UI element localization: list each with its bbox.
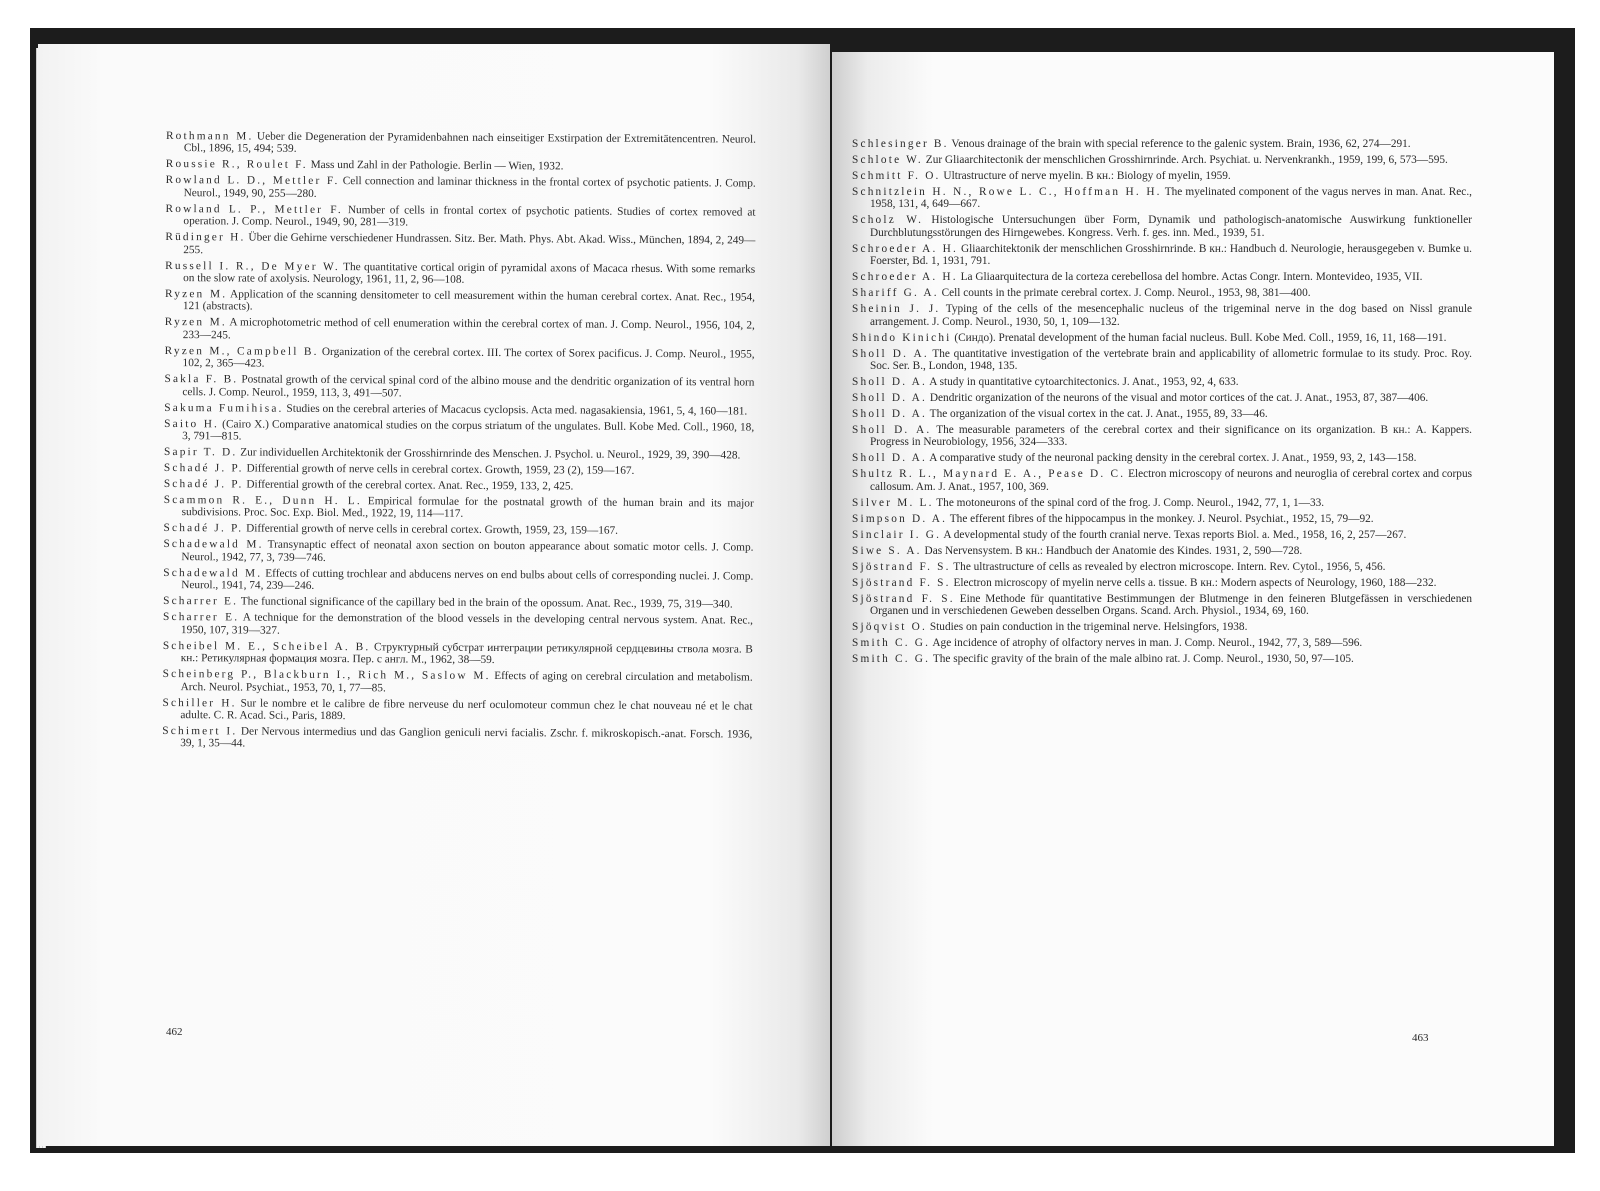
entry-author: Schlote W. bbox=[852, 154, 923, 166]
entry-author: Siwe S. A. bbox=[852, 544, 922, 557]
bibliography-entry bbox=[164, 446, 754, 462]
entry-author: Schlesinger B. bbox=[852, 138, 949, 150]
entry-author: Schiller H. bbox=[162, 696, 237, 709]
entry-author: Smith C. G. bbox=[852, 653, 931, 666]
entry-text: Studies on pain conduction in the trigeminal nerve. Helsingfors, 1938. bbox=[929, 621, 1248, 634]
entry-text: Dendritic organization of the neurons of the visual and motor cortices of the cat. J. Anat., 1953, 87, 387—406. bbox=[929, 392, 1429, 405]
bibliography-entry bbox=[165, 288, 755, 316]
entry-author: Sjöstrand F. S. bbox=[852, 592, 955, 605]
entry-author: Simpson D. A. bbox=[852, 512, 948, 525]
bibliography-entry bbox=[852, 186, 1472, 211]
entry-author: Shindo Kinichi bbox=[852, 331, 952, 344]
entry-author: Rowland L. D., Mettler F. bbox=[165, 174, 340, 188]
entry-author: Sholl D. A. bbox=[852, 408, 928, 421]
entry-author: Schnitzlein H. N., Rowe L. C., Hoffman H. H. bbox=[852, 186, 1162, 198]
bibliography-entry bbox=[166, 130, 756, 158]
entry-author: Sinclair I. G. bbox=[852, 528, 942, 541]
bibliography-entry bbox=[852, 621, 1472, 633]
bibliography-entry bbox=[163, 538, 753, 566]
bibliography-entry bbox=[852, 392, 1472, 404]
entry-author: Rüdinger H. bbox=[165, 231, 246, 244]
entry-author: Sheinin J. J. bbox=[852, 303, 941, 316]
bibliography-entry bbox=[852, 497, 1472, 509]
bibliography-entry bbox=[852, 561, 1472, 573]
entry-author: Schadewald M. bbox=[163, 566, 263, 580]
entry-text: The motoneurons of the spinal cord of the frog. J. Comp. Neurol., 1942, 77, 1, 1—33. bbox=[936, 496, 1325, 509]
entry-author: Schroeder A. H. bbox=[852, 242, 959, 255]
entry-text: The myelinated component of the vagus nerves in man. Anat. Rec., 1958, 131, 4, 649—667. bbox=[870, 186, 1472, 211]
entry-author: Scheinberg P., Blackburn I., Rich M., Saslow M. bbox=[162, 668, 491, 683]
entry-text: Transynaptic effect of neonatal axon section on bouton appearance about somatic motor cells. J. Comp. Neurol., 1942, 77, 3, 739—746. bbox=[181, 539, 754, 564]
entry-author: Shariff G. A. bbox=[852, 287, 939, 300]
entry-text: A microphotometric method of cell enumeration within the cerebral cortex of man. J. Comp. Neurol., 1956, 104, 2, 233—245. bbox=[182, 316, 755, 342]
entry-text: Differential growth of nerve cells in cerebral cortex. Growth, 1959, 23, 159—167. bbox=[246, 522, 619, 538]
bibliography-entry bbox=[164, 418, 754, 446]
entry-text: Effects of cutting trochlear and abducens nerves on end bulbs about cells of corresponding nuclei. J. Comp. Neurol., 1941, 74, 239—246. bbox=[181, 567, 754, 593]
entry-text: Electron microscopy of myelin nerve cells a. tissue. B кн.: Modern aspects of Neurology, 1960, 188—232. bbox=[953, 576, 1437, 589]
entry-text: La Gliaarquitectura de la corteza cerebellosa del hombre. Actas Congr. Intern. Montevideo, 1935, VII. bbox=[960, 271, 1423, 284]
bibliography-entry bbox=[852, 170, 1472, 182]
entry-author: Scammon R. E., Dunn H. L. bbox=[163, 494, 362, 508]
entry-author: Sapir T. D. bbox=[163, 446, 238, 459]
bibliography-entry bbox=[164, 402, 754, 418]
entry-text: The ultrastructure of cells as revealed by electron microscope. Intern. Rev. Cytol., 1956, 5, 456. bbox=[953, 560, 1386, 573]
bibliography-entry bbox=[852, 653, 1472, 665]
entry-text: Application of the scanning densitometer to cell measurement within the human cerebral cortex. Anat. Rec., 1954, 121 (abstracts). bbox=[182, 288, 756, 313]
entry-text: Sur le nombre et le calibre de fibre nerveuse du nerf oculomoteur commun chez le chat nouveau né et le chat adulte. C. R. Acad. Sci., Paris, 1889. bbox=[180, 696, 753, 723]
entry-text: (Cairo X.) Comparative anatomical studies on the corpus striatum of the ungulates. Bull. Kobe Med. Coll., 1960, 18, 3, 791—815. bbox=[182, 418, 755, 443]
bibliography-entry bbox=[162, 725, 752, 753]
entry-author: Ryzen M. bbox=[164, 316, 227, 329]
bibliography-entry bbox=[163, 640, 753, 668]
bibliography-entry bbox=[852, 637, 1472, 649]
bibliography-entry bbox=[162, 696, 752, 724]
right-page-number: 463 bbox=[1412, 1032, 1429, 1044]
entry-text: Differential growth of nerve cells in cerebral cortex. Growth, 1959, 23 (2), 159—167. bbox=[246, 462, 635, 477]
entry-text: Cell connection and laminar thickness in the frontal cortex of psychotic patients. J. Comp. Neurol., 1949, 90, 255—280. bbox=[183, 175, 756, 200]
entry-text: The organization of the visual cortex in the cat. J. Anat., 1955, 89, 33—46. bbox=[929, 408, 1268, 421]
entry-text: (Синдо). Prenatal development of the human facial nucleus. Bull. Kobe Med. Coll., 1959, 16, 11, 168—191. bbox=[954, 331, 1447, 344]
entry-author: Scharrer E. bbox=[163, 595, 239, 608]
bibliography-entry bbox=[164, 373, 754, 401]
entry-author: Schadewald M. bbox=[163, 538, 264, 552]
entry-text: Typing of the cells of the mesencephalic nucleus of the trigeminal nerve in the dog based on Nissl granule arrangement. J. Comp. Neurol., 1930, 50, 1, 109—132. bbox=[870, 303, 1473, 328]
entry-author: Rowland L. P., Mettler F. bbox=[165, 202, 343, 216]
entry-text: A comparative study of the neuronal packing density in the cerebral cortex. J. Anat., 1959, 93, 2, 143—158. bbox=[929, 452, 1417, 465]
entry-text: Gliaarchitektonik der menschlichen Grosshirnrinde. B кн.: Handbuch d. Neurologie, herausgegeben v. Bumke u. Foerster, Bd. 1, 1931, 791. bbox=[870, 242, 1472, 268]
entry-text: Postnatal growth of the cervical spinal cord of the albino mouse and the dendritic organization of its ventral horn cells. J. Comp. Neurol., 1959, 113, 3, 491—507. bbox=[182, 373, 755, 400]
entry-author: Saito H. bbox=[164, 417, 220, 430]
entry-text: Der Nervous intermedius und das Ganglion geniculi nervi facialis. Zschr. f. mikroskopisch.-anat. Forsch. 1936, 39, 1, 35—44. bbox=[180, 725, 753, 750]
entry-author: Sholl D. A. bbox=[852, 424, 932, 437]
bibliography-entry bbox=[164, 522, 754, 538]
entry-text: Cell counts in the primate cerebral cortex. J. Comp. Neurol., 1953, 98, 381—400. bbox=[941, 287, 1311, 300]
bibliography-entry bbox=[852, 468, 1472, 493]
entry-author: Sjöstrand F. S. bbox=[852, 560, 951, 573]
entry-text: A developmental study of the fourth cranial nerve. Texas reports Biol. a. Med., 1958, 16, 2, 257—267. bbox=[943, 528, 1407, 541]
entry-author: Schroeder A. H. bbox=[852, 271, 958, 284]
bibliography-entry bbox=[163, 567, 753, 595]
entry-author: Sholl D. A. bbox=[852, 376, 928, 389]
bibliography-entry bbox=[852, 138, 1472, 150]
entry-text: Electron microscopy of neurons and neuroglia of cerebral cortex and corpus callosum. Am. J. Anat., 1957, 100, 369. bbox=[870, 468, 1473, 493]
entry-author: Shultz R. L., Maynard E. A., Pease D. C. bbox=[852, 468, 1126, 481]
bibliography-entry bbox=[852, 513, 1472, 525]
bibliography-entry bbox=[166, 158, 756, 174]
entry-text: The specific gravity of the brain of the male albino rat. J. Comp. Neurol., 1930, 50, 97—105. bbox=[932, 653, 1354, 666]
bibliography-entry bbox=[852, 271, 1472, 283]
entry-text: Zur individuellen Architektonik der Grosshirnrinde des Menschen. J. Psychol. u. Neurol., 1929, 39, 390—428. bbox=[240, 446, 741, 462]
right-bibliography-column bbox=[852, 138, 1472, 669]
entry-author: Schadé J. P. bbox=[163, 462, 244, 475]
bibliography-entry bbox=[852, 424, 1472, 449]
entry-text: Структурный субстрат интеграции ретикулярной сердцевины ствола мозга. В кн.: Ретикулярная формация мозга. Пер. с англ. М., 1962, 38—59. bbox=[180, 640, 753, 667]
bibliography-entry bbox=[165, 203, 755, 231]
bibliography-entry bbox=[163, 595, 753, 611]
entry-author: Sholl D. A. bbox=[852, 452, 928, 465]
entry-author: Schadé J. P. bbox=[163, 478, 244, 491]
bibliography-entry bbox=[164, 462, 754, 478]
bibliography-entry bbox=[165, 231, 755, 259]
bibliography-entry bbox=[852, 376, 1472, 388]
right-page bbox=[832, 52, 1554, 1146]
entry-author: Scheibel M. E., Scheibel A. B. bbox=[162, 639, 371, 653]
bibliography-entry bbox=[165, 316, 755, 344]
entry-text: Über die Gehirne verschiedener Hundrassen. Sitz. Ber. Math. Phys. Abt. Akad. Wiss., München, 1894, 2, 249—255. bbox=[183, 231, 756, 256]
entry-author: Schadé J. P. bbox=[163, 522, 244, 535]
entry-text: Effects of aging on cerebral circulation and metabolism. Arch. Neurol. Psychiat., 1953, 70, 1, 77—85. bbox=[180, 670, 753, 694]
bibliography-entry bbox=[165, 260, 755, 288]
bibliography-entry bbox=[163, 668, 753, 696]
entry-text: Organization of the cerebral cortex. III. The cortex of Sorex pacificus. J. Comp. Neurol., 1955, 102, 2, 365—423. bbox=[182, 345, 755, 370]
entry-author: Russell I. R., De Myer W. bbox=[165, 259, 340, 273]
entry-author: Ryzen M. bbox=[164, 288, 228, 301]
entry-author: Roussie R., Roulet F. bbox=[165, 158, 308, 172]
bibliography-entry bbox=[852, 593, 1472, 618]
bibliography-entry bbox=[852, 452, 1472, 464]
entry-text: Das Nervensystem. B кн.: Handbuch der Anatomie des Kindes. 1931, 2, 590—728. bbox=[924, 544, 1303, 557]
entry-author: Sjöstrand F. S. bbox=[852, 576, 951, 589]
entry-text: A study in quantitative cytoarchitectonics. J. Anat., 1953, 92, 4, 633. bbox=[929, 376, 1239, 389]
entry-author: Scholz W. bbox=[852, 214, 924, 227]
bibliography-entry bbox=[164, 494, 754, 522]
entry-text: The quantitative investigation of the vertebrate brain and applicability of allometric formulae to its study. Proc. Roy. Soc. Ser. B., London, 1948, 135. bbox=[870, 347, 1473, 373]
entry-text: Age incidence of atrophy of olfactory nerves in man. J. Comp. Neurol., 1942, 77, 3, 589—596. bbox=[932, 637, 1363, 650]
bibliography-entry bbox=[166, 174, 756, 202]
entry-text: Eine Methode für quantitative Bestimmungen der Blutmenge in den feineren Blutgefässen in verschiedenen Organen und in verschiedenen Geweben desselben Organs. Scand. Arch. Physiol., 1934, 69, 160. bbox=[870, 592, 1473, 618]
entry-author: Sakla F. B. bbox=[164, 373, 239, 386]
left-page-number: 462 bbox=[166, 1026, 183, 1038]
entry-text: Empirical formulae for the postnatal growth of the human brain and its major subdivisions. Proc. Soc. Exp. Biol. Med., 1922, 19, 114—117. bbox=[181, 495, 754, 521]
bibliography-entry bbox=[852, 408, 1472, 420]
entry-text: Mass und Zahl in der Pathologie. Berlin — Wien, 1932. bbox=[310, 159, 564, 173]
entry-text: Venous drainage of the brain with special reference to the galenic system. Brain, 1936, 62, 274—291. bbox=[951, 138, 1411, 150]
entry-author: Scharrer E. bbox=[162, 611, 240, 624]
entry-author: Silver M. L. bbox=[852, 496, 934, 509]
entry-text: Number of cells in frontal cortex of psychotic patients. Studies of cortex removed at operation. J. Comp. Neurol., 1949, 90, 281—319. bbox=[183, 203, 756, 229]
bibliography-entry bbox=[165, 345, 755, 373]
entry-author: Sakuma Fumihisa. bbox=[164, 401, 284, 415]
bibliography-entry bbox=[852, 577, 1472, 589]
left-bibliography-column bbox=[162, 130, 756, 757]
entry-author: Sholl D. A. bbox=[852, 347, 929, 360]
bibliography-entry bbox=[852, 154, 1472, 166]
entry-text: The efferent fibres of the hippocampus in the monkey. J. Neurol. Psychiat., 1952, 15, 79—92. bbox=[949, 512, 1374, 525]
bibliography-entry bbox=[852, 332, 1472, 344]
bibliography-entry bbox=[164, 478, 754, 494]
bibliography-entry bbox=[852, 243, 1472, 268]
entry-author: Smith C. G. bbox=[852, 637, 931, 650]
entry-text: Differential growth of the cerebral cortex. Anat. Rec., 1959, 133, 2, 425. bbox=[246, 478, 574, 493]
entry-text: Ultrastructure of nerve myelin. B кн.: Biology of myelin, 1959. bbox=[943, 170, 1231, 182]
entry-author: Schmitt F. O. bbox=[852, 170, 941, 182]
bibliography-entry bbox=[852, 529, 1472, 541]
entry-text: Zur Gliaarchitectonik der menschlichen Grosshirnrinde. Arch. Psychiat. u. Nervenkrankh., 1959, 199, 6, 573—595. bbox=[925, 154, 1448, 166]
entry-text: Studies on the cerebral arteries of Macacus cyclopsis. Acta med. nagasakiensia, 1961, 5, 4, 160—181. bbox=[286, 402, 748, 418]
bibliography-entry bbox=[852, 545, 1472, 557]
entry-author: Sjöqvist O. bbox=[852, 621, 928, 634]
entry-author: Sholl D. A. bbox=[852, 392, 928, 405]
entry-text: Histologische Untersuchungen über Form, Dynamik und pathologisch-anatomische Auswirkung funktioneller Durchblutungsstörungen des Hirngewebes. Kongress. Verh. f. ges. inn. Med., 1939, 51. bbox=[870, 214, 1472, 239]
entry-text: A technique for the demonstration of the blood vessels in the developing central nervous system. Anat. Rec., 1950, 107, 319—327. bbox=[180, 611, 754, 637]
entry-text: Ueber die Degeneration der Pyramidenbahnen nach einseitiger Exstirpation der Extremitätencentren. Neurol. Cbl., 1896, 15, 494; 539. bbox=[183, 130, 756, 156]
bibliography-entry bbox=[852, 348, 1472, 373]
bibliography-entry bbox=[852, 214, 1472, 239]
bibliography-entry bbox=[852, 303, 1472, 328]
bibliography-entry bbox=[163, 611, 753, 639]
entry-text: The measurable parameters of the cerebral cortex and their significance on its organization. B кн.: A. Kappers. Progress in Neurobiology, 1956, 324—333. bbox=[870, 424, 1472, 449]
entry-author: Schimert I. bbox=[162, 724, 238, 738]
entry-author: Rothmann M. bbox=[165, 130, 254, 143]
entry-text: The quantitative cortical origin of pyramidal axons of Macaca rhesus. With some remarks on the slow rate of axolysis. Neurology, 1961, 11, 2, 96—108. bbox=[183, 260, 756, 286]
left-page bbox=[38, 44, 830, 1146]
entry-author: Ryzen M., Campbell B. bbox=[164, 344, 319, 358]
entry-text: The functional significance of the capillary bed in the brain of the opossum. Anat. Rec., 1939, 75, 319—340. bbox=[240, 595, 733, 611]
bibliography-entry bbox=[852, 287, 1472, 299]
